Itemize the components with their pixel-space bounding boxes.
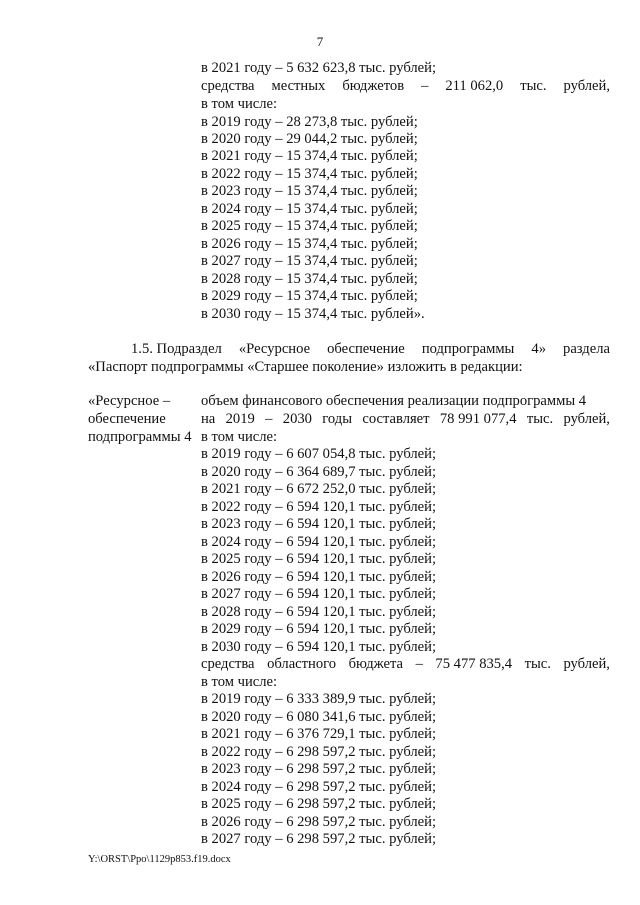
year-line: в 2022 году – 6 298 597,2 тыс. рублей; xyxy=(201,744,437,760)
year-line: в 2021 году – 15 374,4 тыс. рублей; xyxy=(201,148,418,164)
year-line: в 2024 году – 15 374,4 тыс. рублей; xyxy=(201,201,418,217)
word: 211 062,0 xyxy=(445,78,504,94)
word: средства xyxy=(201,78,255,94)
year-line: в 2028 году – 15 374,4 тыс. рублей; xyxy=(201,271,418,287)
word: – xyxy=(421,78,429,94)
word: областного xyxy=(267,656,337,672)
paragraph-line-1 xyxy=(131,341,610,358)
year-line: в 2027 году – 6 298 597,2 тыс. рублей; xyxy=(201,831,437,847)
intro-line-2 xyxy=(201,411,610,428)
year-line: в 2021 году – 6 672 252,0 тыс. рублей; xyxy=(201,481,437,497)
year-line: в 2025 году – 15 374,4 тыс. рублей; xyxy=(201,218,418,234)
word: рублей, xyxy=(563,656,610,672)
year-line: в 2020 году – 6 364 689,7 тыс. рублей; xyxy=(201,464,437,480)
resource-label: «Ресурсное – xyxy=(88,393,171,409)
year-line: в 2021 году – 6 376 729,1 тыс. рублей; xyxy=(201,726,437,742)
year-line: в 2020 году – 6 080 341,6 тыс. рублей; xyxy=(201,709,437,725)
word: 1.5. Подраздел xyxy=(131,341,222,357)
year-line: в 2023 году – 6 298 597,2 тыс. рублей; xyxy=(201,761,437,777)
word: местных xyxy=(271,78,326,94)
word: 75 477 835,4 xyxy=(435,656,513,672)
word: обеспечение xyxy=(327,341,405,357)
year-line: в 2022 году – 15 374,4 тыс. рублей; xyxy=(201,166,418,182)
year-line: в 2025 году – 6 298 597,2 тыс. рублей; xyxy=(201,796,437,812)
text-line: в 2021 году – 5 632 623,8 тыс. рублей; xyxy=(201,60,437,76)
word: тыс. xyxy=(520,78,547,94)
word: – xyxy=(265,411,273,427)
word: 2030 xyxy=(282,411,312,427)
year-line: в 2023 году – 15 374,4 тыс. рублей; xyxy=(201,183,418,199)
year-line: в 2026 году – 6 298 597,2 тыс. рублей; xyxy=(201,814,437,830)
intro-line: объем финансового обеспечения реализации подпрограммы 4 xyxy=(201,393,587,409)
year-line: в 2028 году – 6 594 120,1 тыс. рублей; xyxy=(201,604,437,620)
year-line: в 2019 году – 6 607 054,8 тыс. рублей; xyxy=(201,446,437,462)
local-funds-line xyxy=(201,78,610,95)
year-line: в 2023 году – 6 594 120,1 тыс. рублей; xyxy=(201,516,437,532)
year-line: в 2027 году – 6 594 120,1 тыс. рублей; xyxy=(201,586,437,602)
text-line: в том числе: xyxy=(201,674,278,690)
year-line: в 2030 году – 15 374,4 тыс. рублей». xyxy=(201,306,425,322)
year-line: в 2025 году – 6 594 120,1 тыс. рублей; xyxy=(201,551,437,567)
text-line: в том числе: xyxy=(201,96,278,112)
year-line: в 2019 году – 28 273,8 тыс. рублей; xyxy=(201,114,418,130)
year-line: в 2026 году – 15 374,4 тыс. рублей; xyxy=(201,236,418,252)
page-number: 7 xyxy=(316,34,324,49)
year-line: в 2020 году – 29 044,2 тыс. рублей; xyxy=(201,131,418,147)
word: средства xyxy=(201,656,255,672)
word: раздела xyxy=(563,341,610,357)
year-line: в 2024 году – 6 298 597,2 тыс. рублей; xyxy=(201,779,437,795)
word: подпрограммы xyxy=(421,341,515,357)
word: на xyxy=(201,411,216,427)
word: тыс. xyxy=(524,656,551,672)
paragraph-line-2: «Паспорт подпрограммы «Старшее поколение» изложить в редакции: xyxy=(88,359,523,375)
year-line: в 2030 году – 6 594 120,1 тыс. рублей; xyxy=(201,639,437,655)
footer-file-path: Y:\ORST\Ppo\1129p853.f19.docx xyxy=(88,854,231,865)
word: рублей, xyxy=(563,411,610,427)
word: 4» xyxy=(531,341,546,357)
resource-label: подпрограммы 4 xyxy=(88,429,192,445)
word: рублей, xyxy=(563,78,610,94)
word: 78 991 077,4 xyxy=(439,411,517,427)
text-line: в том числе: xyxy=(201,429,278,445)
word: «Ресурсное xyxy=(238,341,311,357)
year-line: в 2019 году – 6 333 389,9 тыс. рублей; xyxy=(201,691,437,707)
word: тыс. xyxy=(526,411,554,427)
word: бюджета xyxy=(348,656,404,672)
year-line: в 2026 году – 6 594 120,1 тыс. рублей; xyxy=(201,569,437,585)
year-line: в 2022 году – 6 594 120,1 тыс. рублей; xyxy=(201,499,437,515)
year-line: в 2029 году – 15 374,4 тыс. рублей; xyxy=(201,288,418,304)
word: годы xyxy=(322,411,353,427)
word: бюджетов xyxy=(342,78,405,94)
year-line: в 2024 году – 6 594 120,1 тыс. рублей; xyxy=(201,534,437,550)
word: составляет xyxy=(362,411,430,427)
word: – xyxy=(415,656,423,672)
word: 2019 xyxy=(225,411,255,427)
regional-funds-line xyxy=(201,656,610,673)
year-line: в 2029 году – 6 594 120,1 тыс. рублей; xyxy=(201,621,437,637)
resource-label: обеспечение xyxy=(88,411,166,427)
year-line: в 2027 году – 15 374,4 тыс. рублей; xyxy=(201,253,418,269)
